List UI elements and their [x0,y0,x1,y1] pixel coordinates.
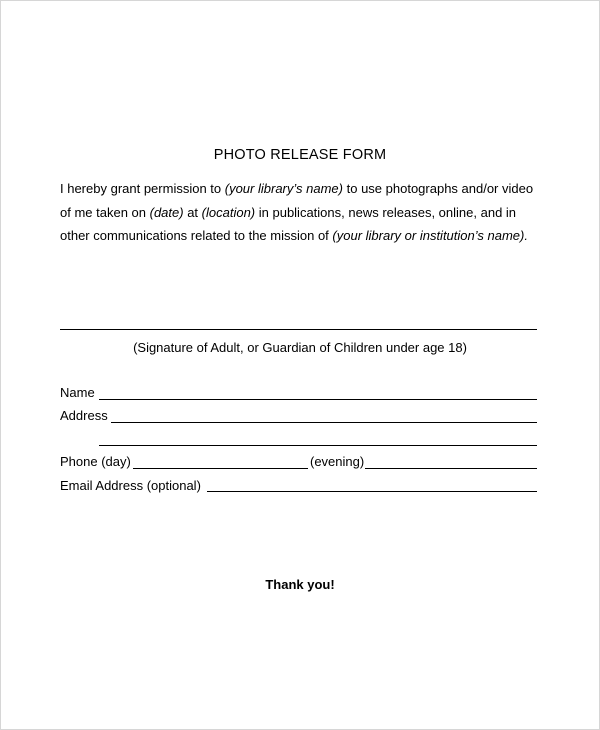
email-line[interactable] [207,491,537,492]
phone-day-label: Phone (day) [60,454,131,469]
form-title: PHOTO RELEASE FORM [213,147,387,163]
paragraph-text: at [183,204,202,220]
paragraph-text: in publications, news releases, online, and in other communications related to the mission of [60,204,517,243]
email-label: Email Address (optional) [60,478,201,493]
signature-line[interactable] [60,329,537,330]
thank-you-text: Thank you! [265,577,335,592]
location-placeholder: (location) [201,204,256,220]
name-line[interactable] [99,399,537,400]
date-placeholder: (date) [149,204,184,220]
permission-paragraph [60,177,540,248]
paragraph-text: to use photographs and/or video of me taken on [60,181,534,220]
name-label: Name [60,385,95,400]
library-name-placeholder: (your library’s name) [224,181,343,196]
paragraph-text: I hereby grant permission to [60,181,225,196]
address-line-1[interactable] [111,422,537,423]
address-label: Address [60,408,108,423]
signature-caption: (Signature of Adult, or Guardian of Children under age 18) [133,340,467,355]
institution-name-placeholder: (your library or institution’s name). [332,228,528,243]
phone-evening-line[interactable] [365,468,537,469]
address-line-2[interactable] [99,445,537,446]
phone-evening-label: (evening) [310,454,365,469]
phone-day-line[interactable] [133,468,308,469]
